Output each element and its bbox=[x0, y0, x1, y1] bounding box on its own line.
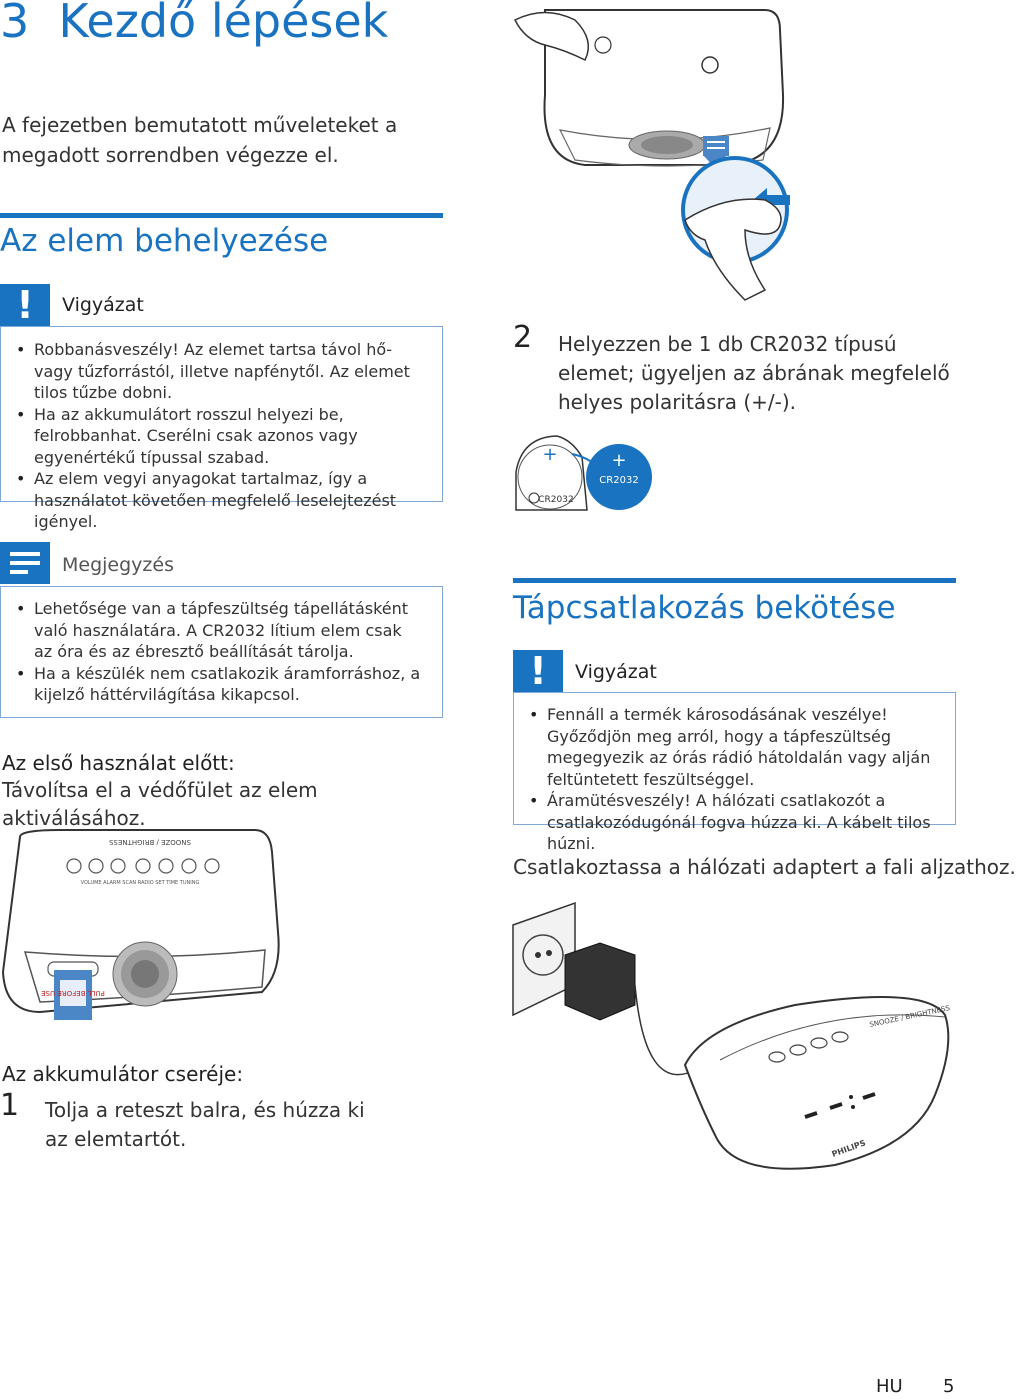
caution-title: Vigyázat bbox=[575, 661, 657, 683]
warning-icon: ! bbox=[513, 650, 563, 692]
note-list bbox=[14, 598, 424, 706]
intro-text: A fejezetben bemutatott műveleteket a megadott sorrendben végezze el. bbox=[2, 113, 398, 167]
panel-top-label: SNOOZE / BRIGHTNESS bbox=[109, 838, 191, 846]
section-title-power: Tápcsatlakozás bekötése bbox=[513, 590, 896, 626]
list-item: • Fennáll a termék károsodásának veszélye! Győződjön meg arról, hogy a tápfeszültség megegyezik az órás rádió hátoldalán vagy alján feltüntetett feszültséggel. bbox=[527, 704, 937, 790]
list-item: • Az elem vegyi anyagokat tartalmaz, így a használatot követően megfelelő leselejtezést igényel. bbox=[14, 468, 424, 533]
battery-label: CR2032 bbox=[538, 495, 574, 505]
step-text: Helyezzen be 1 db CR2032 típusú elemet; ügyeljen az ábrának megfelelő helyes polaritásra (+/-). bbox=[558, 332, 950, 414]
step-text: Tolja a reteszt balra, és húzza ki az elemtartót. bbox=[45, 1098, 365, 1151]
buttons-label: VOLUME ALARM SCAN RADIO SET TIME TUNING bbox=[80, 880, 200, 886]
list-item: • Robbanásveszély! Az elemet tartsa távol hő- vagy tűzforrástól, illetve napfénytől. Az elemet tilos tűzbe dobni. bbox=[14, 339, 424, 404]
warning-icon: ! bbox=[0, 284, 50, 326]
plus-sign: + bbox=[542, 444, 558, 465]
caution-list bbox=[527, 704, 937, 855]
note-title: Megjegyzés bbox=[62, 554, 174, 576]
battery-tray-illustration bbox=[505, 0, 805, 305]
battery-polarity-illustration bbox=[512, 432, 682, 514]
replace-heading: Az akkumulátor cseréje: bbox=[2, 1062, 244, 1086]
power-instruction: Csatlakoztassa a hálózati adaptert a fali aljzathoz. bbox=[513, 855, 1016, 879]
step-number: 1 bbox=[0, 1088, 20, 1123]
chapter-title: Kezdő lépések bbox=[58, 0, 389, 48]
list-item: • Ha a készülék nem csatlakozik áramforráshoz, a kijelző háttérvilágítása kikapcsol. bbox=[14, 663, 424, 706]
caution-title: Vigyázat bbox=[62, 294, 144, 316]
list-item: • Lehetősége van a tápfeszültség tápellátásként való használatára. A CR2032 lítium elem csak az óra és az ébresztő beállítását tárolja. bbox=[14, 598, 424, 663]
note-icon bbox=[0, 542, 50, 584]
pull-tab-label: PULL BEFORE USE bbox=[41, 989, 105, 997]
list-item: • Áramütésveszély! A hálózati csatlakozót a csatlakozódugónál fogva húzza ki. A kábelt tilos húzni. bbox=[527, 790, 937, 855]
chapter-number: 3 bbox=[0, 0, 30, 48]
section-rule bbox=[513, 578, 956, 583]
plus-sign: + bbox=[611, 450, 627, 471]
panel-top-label: SNOOZE / BRIGHTNESS bbox=[868, 1004, 951, 1029]
step-number: 2 bbox=[513, 320, 533, 355]
footer-language: HU bbox=[876, 1376, 903, 1397]
page-number: 5 bbox=[943, 1376, 955, 1397]
section-title-battery: Az elem behelyezése bbox=[0, 223, 329, 259]
brand-label: PHILIPS bbox=[830, 1138, 867, 1159]
battery-label: CR2032 bbox=[599, 475, 639, 486]
list-item: • Ha az akkumulátort rosszul helyezi be, felrobbanhat. Cserélni csak azonos vagy egyenértékű típussal szabad. bbox=[14, 404, 424, 469]
chapter-heading bbox=[0, 0, 388, 48]
radio-back-illustration bbox=[0, 822, 445, 1022]
section-rule bbox=[0, 213, 443, 218]
power-adapter-illustration bbox=[505, 895, 960, 1185]
first-use-heading: Az első használat előtt: bbox=[2, 751, 235, 775]
first-use-text: Távolítsa el a védőfület az elem aktiválásához. bbox=[2, 778, 318, 830]
caution-list bbox=[14, 339, 424, 533]
